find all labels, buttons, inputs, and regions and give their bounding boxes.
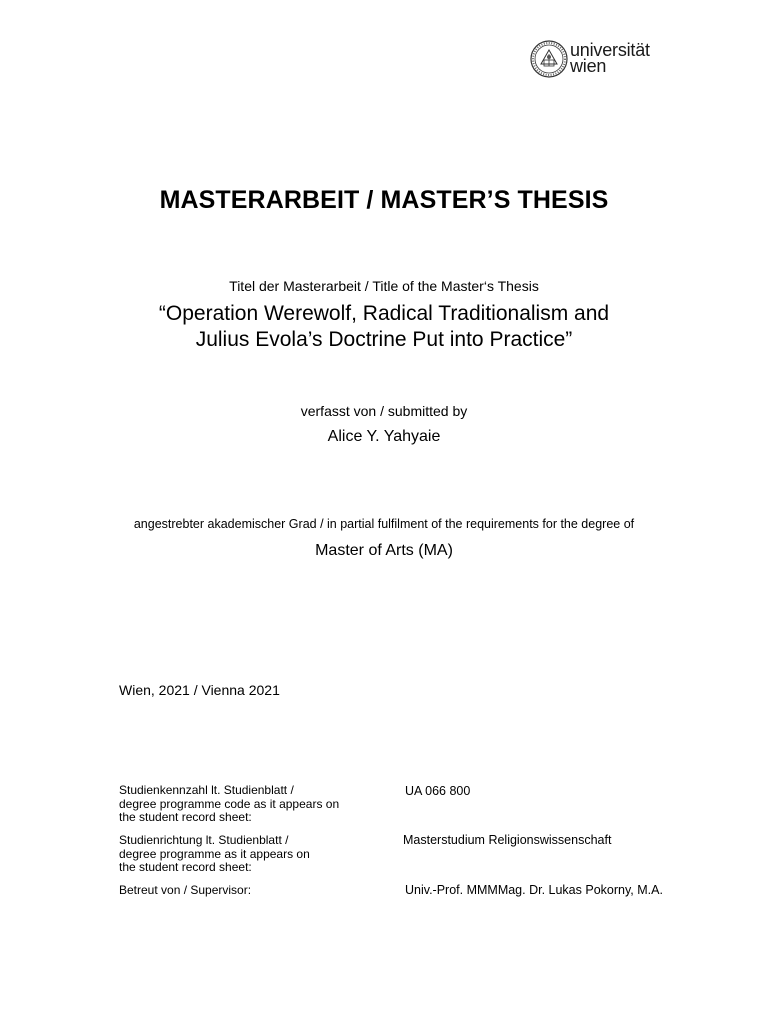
thesis-title-line1: “Operation Werewolf, Radical Traditionalism and [158,302,610,325]
thesis-title-label: Titel der Masterarbeit / Title of the Master‘s Thesis [229,278,539,294]
logo-line2: wien [570,56,607,76]
programme-value: Masterstudium Religionswissenschaft [403,833,612,847]
university-seal-icon [530,40,568,78]
supervisor-value: Univ.-Prof. MMMMag. Dr. Lukas Pokorny, M.A. [405,883,663,897]
author-name: Alice Y. Yahyaie [327,428,441,445]
thesis-title-line2: Julius Evola’s Doctrine Put into Practice” [195,328,573,351]
supervisor-label: Betreut von / Supervisor: [119,883,252,897]
university-logo [530,40,670,84]
programme-code-label: Studienkennzahl lt. Studienblatt / degree programme code as it appears on the student record sheet: [119,783,340,824]
page-title: MASTERARBEIT / MASTER’S THESIS [159,186,609,214]
programme-label: Studienrichtung lt. Studienblatt / degree programme as it appears on the student record sheet: [119,833,310,874]
degree-name: Master of Arts (MA) [315,542,453,559]
thesis-title [0,301,768,353]
logo-wordmark [570,42,650,74]
place-date: Wien, 2021 / Vienna 2021 [119,682,280,698]
degree-label: angestrebter akademischer Grad / in partial fulfilment of the requirements for the degree of [133,517,635,531]
logo-line1: universität [570,40,650,60]
programme-code-value: UA 066 800 [405,784,471,798]
submitted-by-label: verfasst von / submitted by [300,403,468,419]
